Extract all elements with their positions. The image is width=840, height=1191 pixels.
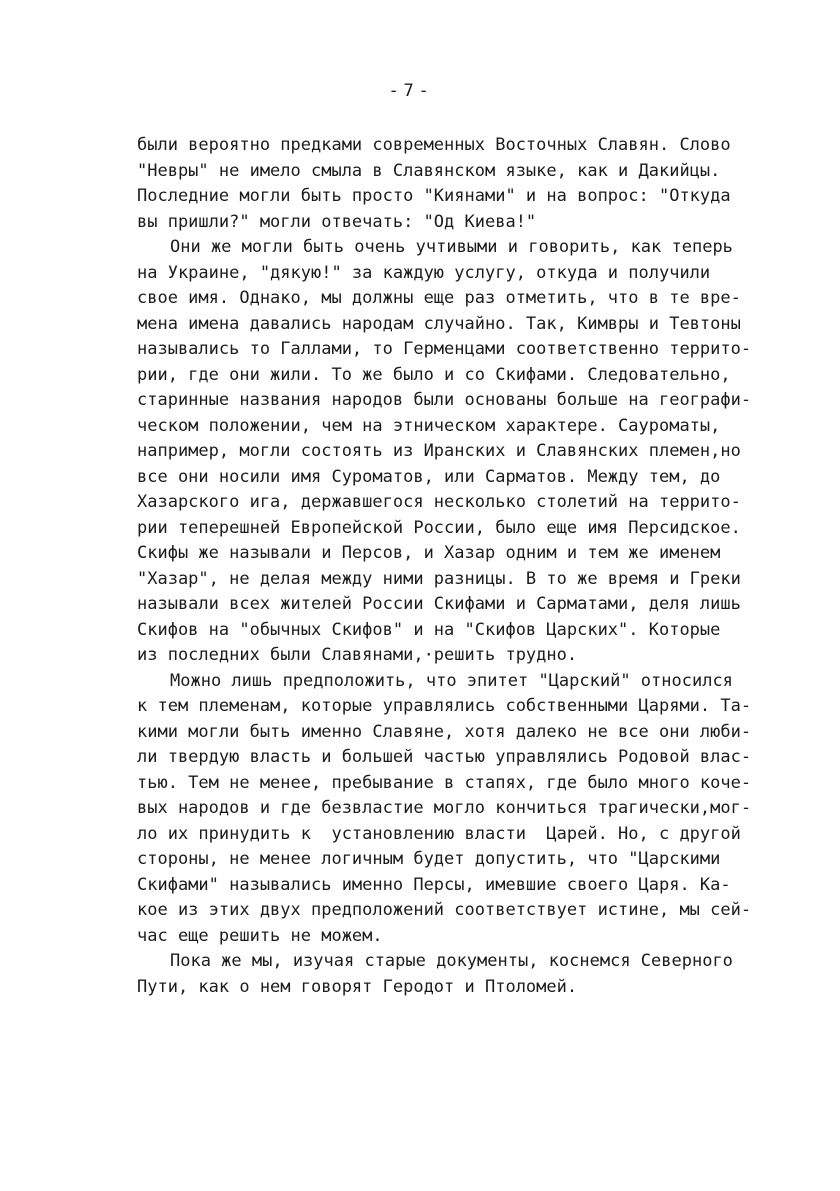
text-line: "Хазар", не делая между ними разницы. В то же время и Греки	[137, 568, 741, 589]
text-line: ло их принудить к установлению власти Царей. Но, с другой	[137, 823, 741, 844]
text-line: Пока же мы, изучая старые документы, коснемся Северного	[170, 951, 733, 971]
text-line: были вероятно предками современных Восточных Славян. Слово	[137, 135, 731, 155]
text-line: Можно лишь предположить, что эпитет "Царский" относился	[170, 670, 733, 691]
text-line: Хазарского ига, державшегося несколько столетий на террито-	[137, 492, 741, 512]
text-line: рии, где они жили. То же было и со Скифами. Следовательно,	[137, 364, 731, 385]
text-line: Последние могли быть просто "Киянами" и на вопрос: "Откуда	[137, 186, 731, 206]
text-line: мена имена давались народам случайно. Так, Кимвры и Тевтоны	[137, 313, 741, 334]
text-line: час еще решить не можем.	[137, 925, 383, 946]
text-line: вых народов и где безвластие могло кончиться трагически,мог-	[137, 798, 752, 818]
text-line: тью. Тем не менее, пребывание в стапях, где было много коче-	[137, 772, 752, 793]
text-line: все они носили имя Суроматов, или Сарматов. Между тем, до	[137, 466, 721, 487]
text-line: из последних были Славянами,·решить трудно.	[137, 645, 578, 665]
text-line: к тем племенам, которые управлялись собственными Царями. Та-	[137, 696, 752, 716]
text-line: Скифами" назывались именно Персы, имевшие своего Царя. Ка-	[137, 874, 731, 895]
text-line: ческом положении, чем на этническом характере. Сауроматы,	[137, 415, 721, 436]
text-line: стороны, не менее логичным будет допустить, что "Царскими	[137, 849, 721, 869]
text-line: Скифов на "обычных Скифов" и на "Скифов Царских". Которые	[137, 619, 721, 640]
page-number: -7-	[388, 81, 434, 101]
text-line: Они же могли быть очень учтивыми и говорить, как теперь	[170, 237, 733, 257]
text-line: назывались то Галлами, то Герменцами соответственно террито-	[137, 339, 752, 359]
text-line: ли твердую власть и большей частью управлялись Родовой влас-	[137, 747, 752, 767]
text-line: "Невры" не имело смыла в Славянском языке, как и Дакийцы.	[137, 160, 721, 181]
text-line: рии теперешней Европейской России, было еще имя Персидское.	[137, 517, 741, 538]
text-line: на Украине, "дякую!" за каждую услугу, откуда и получили	[137, 262, 711, 283]
text-line: например, могли состоять из Иранских и Славянских племен,но	[137, 441, 741, 461]
text-line: вы пришли?" могли отвечать: "Од Киева!"	[137, 211, 537, 232]
text-line: кими могли быть именно Славяне, хотя далеко не все они люби-	[137, 721, 752, 742]
text-line: называли всех жителей России Скифами и Сарматами, деля лишь	[137, 594, 741, 614]
text-line: кое из этих двух предположений соответствует истине, мы сей-	[137, 900, 752, 920]
body-text	[137, 133, 767, 1000]
text-line: свое имя. Однако, мы должны еще раз отметить, что в те вре-	[137, 288, 741, 308]
text-line: Скифы же называли и Персов, и Хазар одним и тем же именем	[137, 543, 721, 563]
text-line: старинные названия народов были основаны больше на географи-	[137, 390, 752, 410]
text-line: Пути, как о нем говорят Геродот и Птоломей.	[137, 976, 578, 997]
